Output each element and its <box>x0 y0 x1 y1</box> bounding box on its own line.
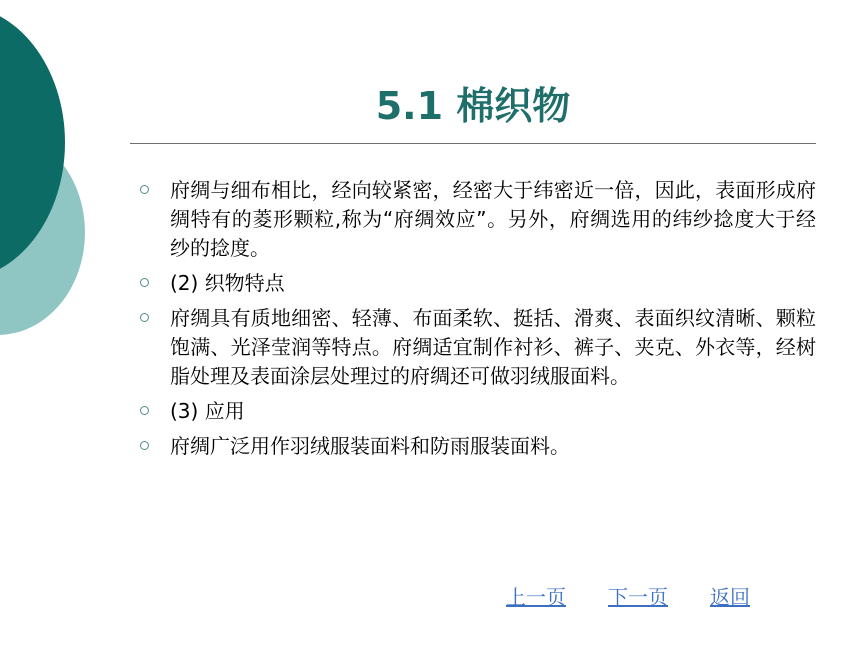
bullet-circle-icon <box>140 406 149 415</box>
bullet-item <box>136 176 816 263</box>
back-link[interactable]: 返回 <box>710 585 750 609</box>
bullet-circle-icon <box>140 313 149 322</box>
next-page-link[interactable]: 下一页 <box>608 585 668 609</box>
bullet-item <box>136 304 816 391</box>
bullet-circle-icon <box>140 441 149 450</box>
bullet-item <box>136 269 816 298</box>
bullet-circle-icon <box>140 278 149 287</box>
bullet-text: 府绸广泛用作羽绒服装面料和防雨服装面料。 <box>170 434 570 458</box>
bullet-list <box>136 176 816 467</box>
bullet-item <box>136 397 816 426</box>
bullet-text: 府绸与细布相比，经向较紧密，经密大于纬密近一倍，因此，表面形成府绸特有的菱形颗粒,称为“府绸效应”。另外，府绸选用的纬纱捻度大于经纱的捻度。 <box>170 178 816 260</box>
slide-title: 5.1 棉织物 <box>375 84 571 128</box>
title-divider <box>130 143 816 144</box>
bullet-text: (2) 织物特点 <box>170 271 285 295</box>
bullet-item <box>136 432 816 461</box>
bullet-text: 府绸具有质地细密、轻薄、布面柔软、挺括、滑爽、表面织纹清晰、颗粒饱满、光泽莹润等特点。府绸适宜制作衬衫、裤子、夹克、外衣等，经树脂处理及表面涂层处理过的府绸还可做羽绒服面料。 <box>170 306 816 388</box>
bullet-text: (3) 应用 <box>170 399 245 423</box>
bullet-circle-icon <box>140 185 149 194</box>
prev-page-link[interactable]: 上一页 <box>506 585 566 609</box>
